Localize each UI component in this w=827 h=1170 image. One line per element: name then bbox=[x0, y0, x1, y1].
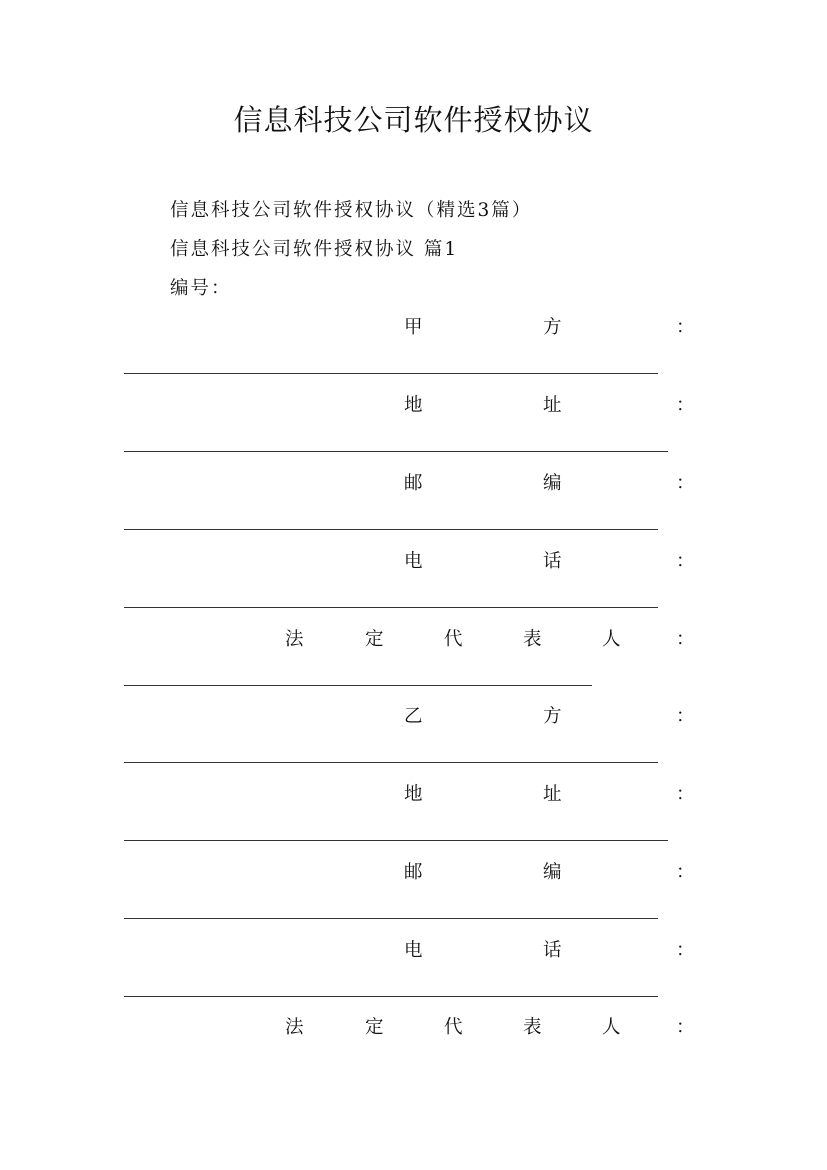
field-label-char: 甲 bbox=[404, 317, 423, 338]
field-colon: ： bbox=[676, 395, 695, 416]
document-subtitle: 信息科技公司软件授权协议（精选3篇） bbox=[170, 200, 533, 221]
fill-in-line bbox=[124, 840, 668, 841]
field-label-char: 地 bbox=[404, 395, 423, 416]
fill-in-line bbox=[124, 529, 658, 530]
field-label-char: 乙 bbox=[404, 706, 423, 727]
field-label-char: 表 bbox=[523, 1017, 542, 1038]
field-label-char: 定 bbox=[365, 1017, 384, 1038]
fill-in-line bbox=[124, 373, 658, 374]
field-colon: ： bbox=[676, 1017, 695, 1038]
field-label-char: 人 bbox=[602, 629, 621, 650]
field-label-char: 编 bbox=[543, 473, 562, 494]
fill-in-line bbox=[124, 762, 658, 763]
field-colon: ： bbox=[676, 473, 695, 494]
field-label-char: 邮 bbox=[404, 473, 423, 494]
field-label-char: 电 bbox=[404, 551, 423, 572]
number-label: 编号： bbox=[170, 278, 232, 299]
field-label-char: 地 bbox=[404, 784, 423, 805]
fill-in-line bbox=[124, 918, 658, 919]
field-colon: ： bbox=[676, 940, 695, 961]
field-label-char: 代 bbox=[444, 1017, 463, 1038]
field-colon: ： bbox=[676, 706, 695, 727]
field-label-char: 话 bbox=[543, 940, 562, 961]
field-colon: ： bbox=[676, 317, 695, 338]
field-label-char: 址 bbox=[543, 784, 562, 805]
field-label-char: 址 bbox=[543, 395, 562, 416]
fill-in-line bbox=[124, 607, 658, 608]
field-colon: ： bbox=[676, 862, 695, 883]
field-label-char: 定 bbox=[365, 629, 384, 650]
field-label-char: 法 bbox=[285, 629, 304, 650]
field-colon: ： bbox=[676, 551, 695, 572]
fill-in-line bbox=[124, 451, 668, 452]
field-colon: ： bbox=[676, 629, 695, 650]
field-label-char: 表 bbox=[523, 629, 542, 650]
field-label-char: 法 bbox=[285, 1017, 304, 1038]
field-label-char: 代 bbox=[444, 629, 463, 650]
fill-in-line bbox=[124, 996, 658, 997]
field-label-char: 方 bbox=[543, 706, 562, 727]
field-label-char: 邮 bbox=[404, 862, 423, 883]
field-label-char: 人 bbox=[602, 1017, 621, 1038]
fill-in-line bbox=[124, 685, 592, 686]
field-colon: ： bbox=[676, 784, 695, 805]
field-label-char: 编 bbox=[543, 862, 562, 883]
section-heading: 信息科技公司软件授权协议 篇1 bbox=[170, 239, 459, 260]
field-label-char: 话 bbox=[543, 551, 562, 572]
document-title: 信息科技公司软件授权协议 bbox=[233, 103, 594, 137]
field-label-char: 方 bbox=[543, 317, 562, 338]
field-label-char: 电 bbox=[404, 940, 423, 961]
